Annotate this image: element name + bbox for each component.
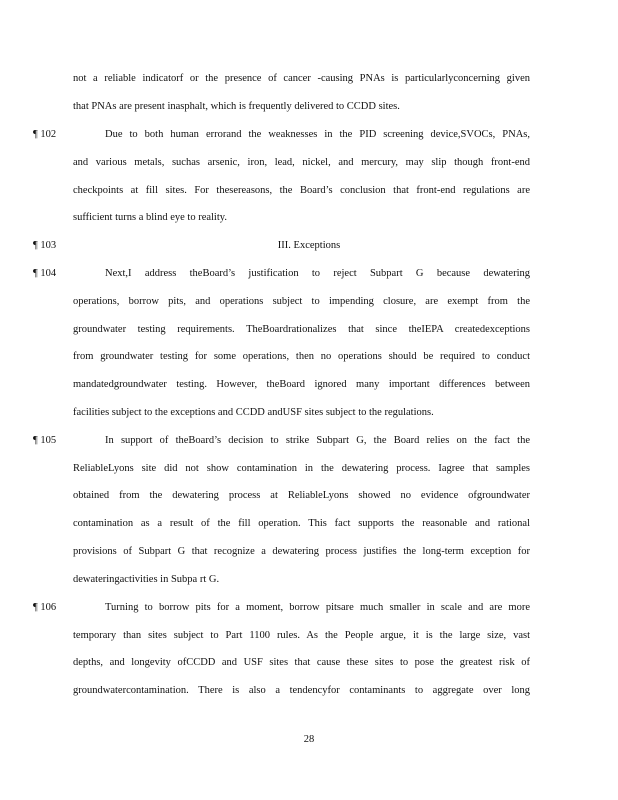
body-line: temporary than sites subject to Part 1100 rules. As the People argue, it is the large size, vast [73, 630, 530, 641]
body-line: provisions of Subpart G that recognize a dewatering process justifies the long-term exception for [73, 546, 530, 557]
body-line: operations, borrow pits, and operations subject to impending closure, are exempt from the [73, 296, 530, 307]
body-line: contamination as a result of the fill operation. This fact supports the reasonable and rational [73, 518, 530, 529]
body-line: that PNAs are present inasphalt, which is frequently delivered to CCDD sites. [73, 101, 400, 112]
body-line: groundwatercontamination. There is also a tendencyfor contaminants to aggregate over long [73, 685, 530, 696]
paragraph-number: ¶ 106 [33, 602, 57, 613]
body-line: In support of theBoard’s decision to strike Subpart G, the Board relies on the fact the [105, 435, 530, 446]
body-line: dewateringactivities in Subpa rt G. [73, 574, 220, 585]
body-line: from groundwater testing for some operations, then no operations should be required to conduct [73, 351, 530, 362]
body-line: and various metals, suchas arsenic, iron, lead, nickel, and mercury, may slip though front-end [73, 157, 530, 168]
page-number: 28 [303, 734, 315, 745]
body-line: checkpoints at fill sites. For thesereasons, the Board’s conclusion that front-end regulations are [73, 185, 530, 196]
body-line: Due to both human errorand the weaknesses in the PID screening device,SVOCs, PNAs, [105, 129, 530, 140]
paragraph-number: ¶ 105 [33, 435, 57, 446]
body-line: mandatedgroundwater testing. However, theBoard ignored many important differences between [73, 379, 530, 390]
body-line: ReliableLyons site did not show contamination in the dewatering process. Iagree that samples [73, 463, 530, 474]
paragraph-number: ¶ 102 [33, 129, 57, 140]
body-line: sufficient turns a blind eye to reality. [73, 212, 227, 223]
body-line: depths, and longevity ofCCDD and USF sites that cause these sites to pose the greatest risk of [73, 657, 530, 668]
body-line: facilities subject to the exceptions and CCDD andUSF sites subject to the regulations. [73, 407, 434, 418]
body-line: Turning to borrow pits for a moment, borrow pitsare much smaller in scale and are more [105, 602, 530, 613]
body-line: obtained from the dewatering process at ReliableLyons showed no evidence ofgroundwater [73, 490, 530, 501]
paragraph-number: ¶ 104 [33, 268, 57, 279]
body-line: groundwater testing requirements. TheBoardrationalizes that since theIEPA createdexceptions [73, 324, 530, 335]
section-heading: III. Exceptions [277, 240, 341, 251]
paragraph-number: ¶ 103 [33, 240, 57, 251]
body-line: not a reliable indicatorf or the presence of cancer -causing PNAs is particularlyconcerning given [73, 73, 530, 84]
body-line: Next,I address theBoard’s justification to reject Subpart G because dewatering [105, 268, 530, 279]
